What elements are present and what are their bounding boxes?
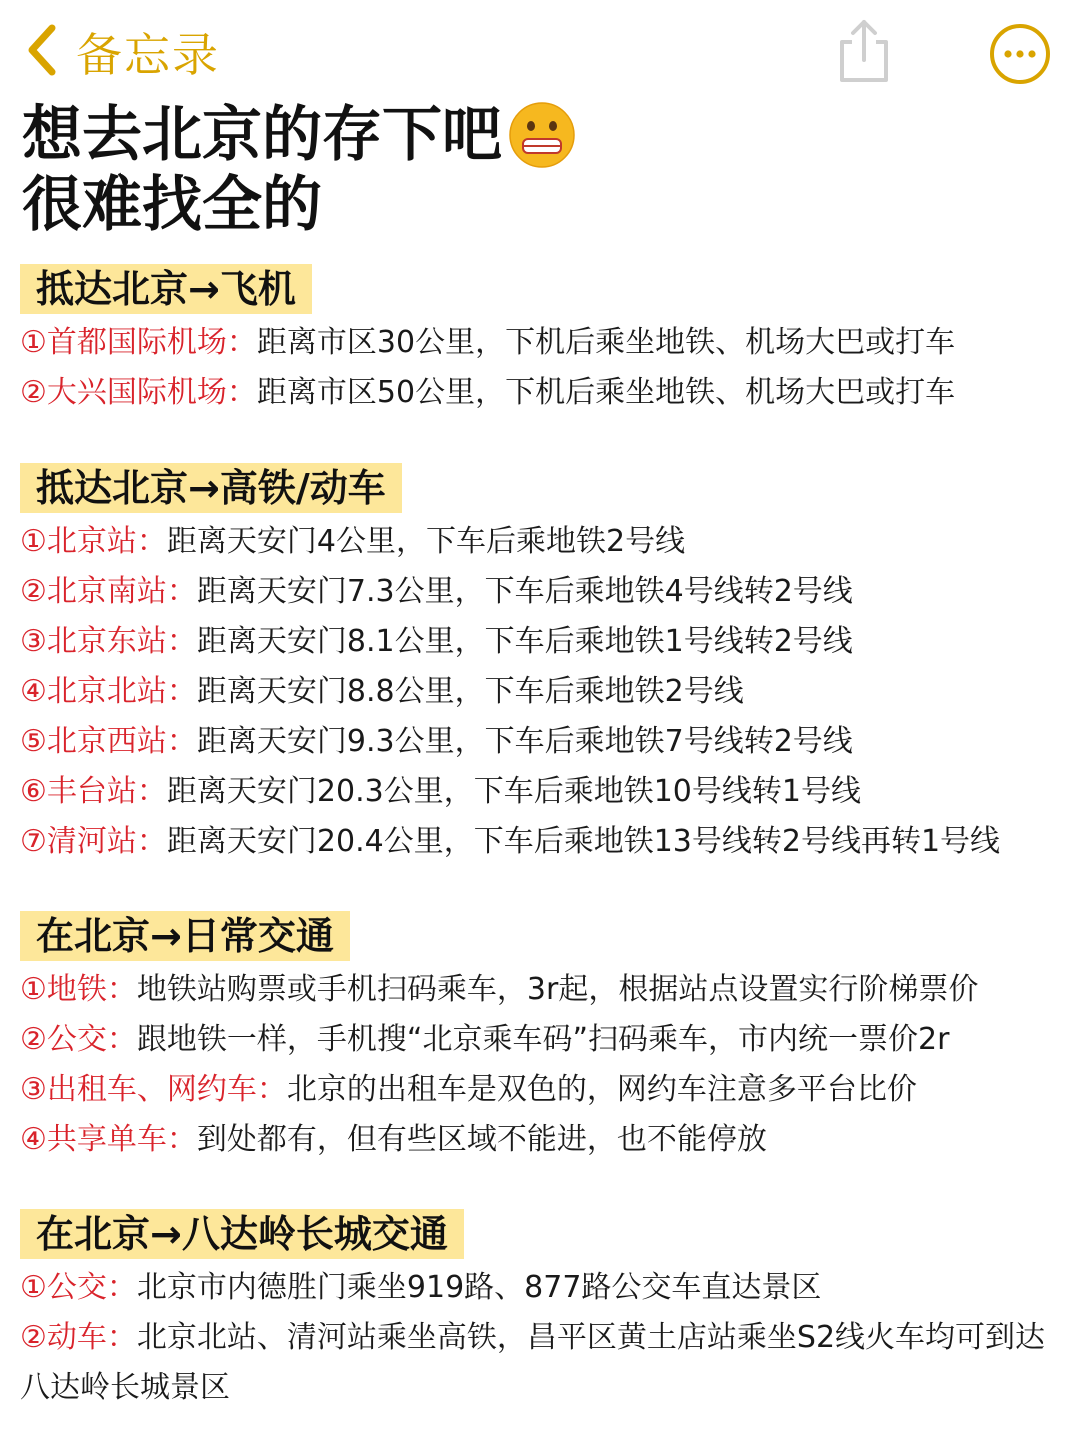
section-heading: 抵达北京→高铁/动车 xyxy=(20,463,402,513)
item-text: 距离天安门20.4公里，下车后乘地铁13号线转2号线再转1号线 xyxy=(166,824,1001,859)
list-item xyxy=(20,1263,1070,1313)
item-key: ③出租车、网约车： xyxy=(20,1072,287,1107)
list-item xyxy=(20,667,1070,717)
item-key: ②公交： xyxy=(20,1022,137,1057)
item-text: 北京市内德胜门乘坐919路、877路公交车直达景区 xyxy=(136,1270,822,1305)
list-item xyxy=(20,617,1070,667)
item-text: 北京北站、清河站乘坐高铁，昌平区黄土店站乘坐S2线火车均可到达八达岭长城景区 xyxy=(20,1320,1046,1405)
share-icon xyxy=(834,14,894,86)
item-text: 距离市区50公里，下机后乘坐地铁、机场大巴或打车 xyxy=(256,375,956,410)
top-nav-bar xyxy=(0,0,1080,100)
list-item xyxy=(20,1015,1070,1065)
list-item xyxy=(20,368,1070,418)
item-text: 距离天安门8.1公里，下车后乘地铁1号线转2号线 xyxy=(196,624,853,659)
item-key: ③北京东站： xyxy=(20,624,197,659)
section-great-wall xyxy=(20,1209,1070,1413)
list-item xyxy=(20,567,1070,617)
list-item xyxy=(20,318,1070,368)
item-key: ⑥丰台站： xyxy=(20,774,167,809)
list-item xyxy=(20,1313,1070,1413)
grimacing-face-icon xyxy=(508,101,576,169)
item-key: ②动车： xyxy=(20,1320,137,1355)
back-label: 备忘录 xyxy=(76,28,220,82)
list-item xyxy=(20,1065,1070,1115)
item-key: ②北京南站： xyxy=(20,574,197,609)
share-button[interactable] xyxy=(834,14,894,86)
section-heading: 抵达北京→飞机 xyxy=(20,264,312,314)
section-heading: 在北京→八达岭长城交通 xyxy=(20,1209,464,1259)
item-key: ④北京北站： xyxy=(20,674,197,709)
item-text: 到处都有，但有些区域不能进，也不能停放 xyxy=(196,1122,767,1157)
item-text: 距离天安门9.3公里，下车后乘地铁7号线转2号线 xyxy=(196,724,853,759)
section-flight xyxy=(20,264,1070,418)
list-item xyxy=(20,517,1070,567)
title-line-1: 想去北京的存下吧 xyxy=(22,100,502,170)
item-text: 距离市区30公里，下机后乘坐地铁、机场大巴或打车 xyxy=(256,325,956,360)
list-item xyxy=(20,965,1070,1015)
note-title xyxy=(22,100,576,240)
more-icon xyxy=(988,22,1052,86)
item-key: ①地铁： xyxy=(20,972,137,1007)
item-key: ⑤北京西站： xyxy=(20,724,197,759)
list-item xyxy=(20,767,1070,817)
item-text: 距离天安门4公里，下车后乘地铁2号线 xyxy=(166,524,686,559)
item-text: 地铁站购票或手机扫码乘车，3r起，根据站点设置实行阶梯票价 xyxy=(136,972,979,1007)
more-options-button[interactable] xyxy=(988,22,1052,86)
list-item xyxy=(20,1115,1070,1165)
item-key: ⑦清河站： xyxy=(20,824,167,859)
list-item xyxy=(20,817,1070,867)
section-train xyxy=(20,463,1070,867)
item-key: ④共享单车： xyxy=(20,1122,197,1157)
item-text: 北京的出租车是双色的，网约车注意多平台比价 xyxy=(286,1072,917,1107)
chevron-left-icon xyxy=(22,20,62,84)
item-key: ②大兴国际机场： xyxy=(20,375,257,410)
item-text: 距离天安门20.3公里，下车后乘地铁10号线转1号线 xyxy=(166,774,861,809)
item-key: ①北京站： xyxy=(20,524,167,559)
item-key: ①公交： xyxy=(20,1270,137,1305)
section-heading: 在北京→日常交通 xyxy=(20,911,350,961)
back-button[interactable] xyxy=(22,20,220,84)
item-text: 跟地铁一样，手机搜“北京乘车码”扫码乘车，市内统一票价2r xyxy=(136,1022,950,1057)
item-text: 距离天安门7.3公里，下车后乘地铁4号线转2号线 xyxy=(196,574,853,609)
section-daily-transit xyxy=(20,911,1070,1165)
item-text: 距离天安门8.8公里，下车后乘地铁2号线 xyxy=(196,674,744,709)
list-item xyxy=(20,717,1070,767)
title-line-2: 很难找全的 xyxy=(22,170,322,240)
item-key: ①首都国际机场： xyxy=(20,325,257,360)
